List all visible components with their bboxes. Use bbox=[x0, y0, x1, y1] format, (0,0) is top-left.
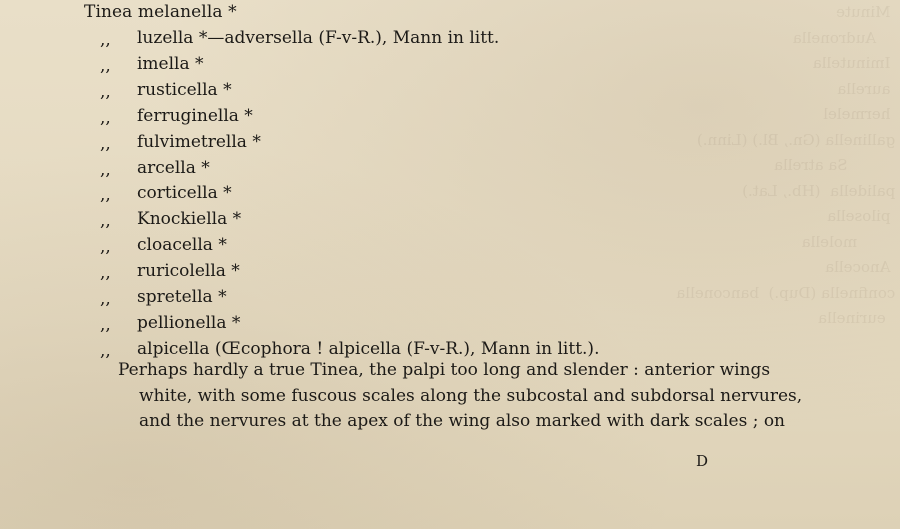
species-entry: rusticella * bbox=[137, 79, 232, 100]
show-through-text: Minute Audronella Iminutella aurella hermelel gallinella (Gn., Bl.) (Linn.) Sa atrella palidella (Hb., Lat.) pilosella molella Anocella confinella (Dup.) banconella eurinella bbox=[676, 3, 896, 327]
ditto-mark: ,, bbox=[100, 55, 111, 76]
species-entry: Knockiella * bbox=[137, 209, 242, 230]
ditto-mark: ,, bbox=[100, 289, 111, 309]
species-entry: alpicella (Œcophora ! alpicella (F-v-R.), Mann in litt.). bbox=[137, 338, 600, 359]
description-line-1: Perhaps hardly a true Tinea, the palpi too long and slender : anterior wings bbox=[118, 360, 771, 380]
species-entry: pellionella * bbox=[137, 312, 241, 333]
species-entry: fulvimetrella * bbox=[137, 131, 261, 152]
ditto-mark: ,, bbox=[100, 133, 111, 154]
species-first: Tinea melanella * bbox=[84, 2, 237, 22]
ditto-mark: ,, bbox=[100, 340, 111, 361]
ditto-mark: ,, bbox=[100, 314, 111, 335]
description-line-2: white, with some fuscous scales along the subcostal and subdorsal nervures, bbox=[139, 386, 803, 406]
ditto-mark: ,, bbox=[100, 107, 111, 128]
species-entry: luzella *—adversella (F-v-R.), Mann in litt. bbox=[137, 28, 500, 48]
description-line-3: and the nervures at the apex of the wing also marked with dark scales ; on bbox=[139, 411, 786, 431]
ditto-mark: ,, bbox=[100, 81, 111, 102]
ditto-mark: ,, bbox=[100, 263, 111, 284]
ditto-mark: ,, bbox=[100, 30, 111, 50]
signature-mark: D bbox=[696, 452, 709, 470]
species-entry: corticella * bbox=[137, 183, 232, 204]
ditto-mark: ,, bbox=[100, 237, 111, 258]
species-entry: arcella * bbox=[137, 157, 210, 178]
ditto-mark: ,, bbox=[100, 159, 111, 180]
ditto-mark: ,, bbox=[100, 211, 111, 232]
ditto-mark: ,, bbox=[100, 185, 111, 206]
species-entry: ruricolella * bbox=[137, 261, 240, 282]
species-entry: imella * bbox=[137, 53, 204, 74]
species-entry: cloacella * bbox=[137, 235, 227, 256]
species-entry: spretella * bbox=[137, 287, 227, 307]
species-entry: ferruginella * bbox=[137, 105, 253, 126]
